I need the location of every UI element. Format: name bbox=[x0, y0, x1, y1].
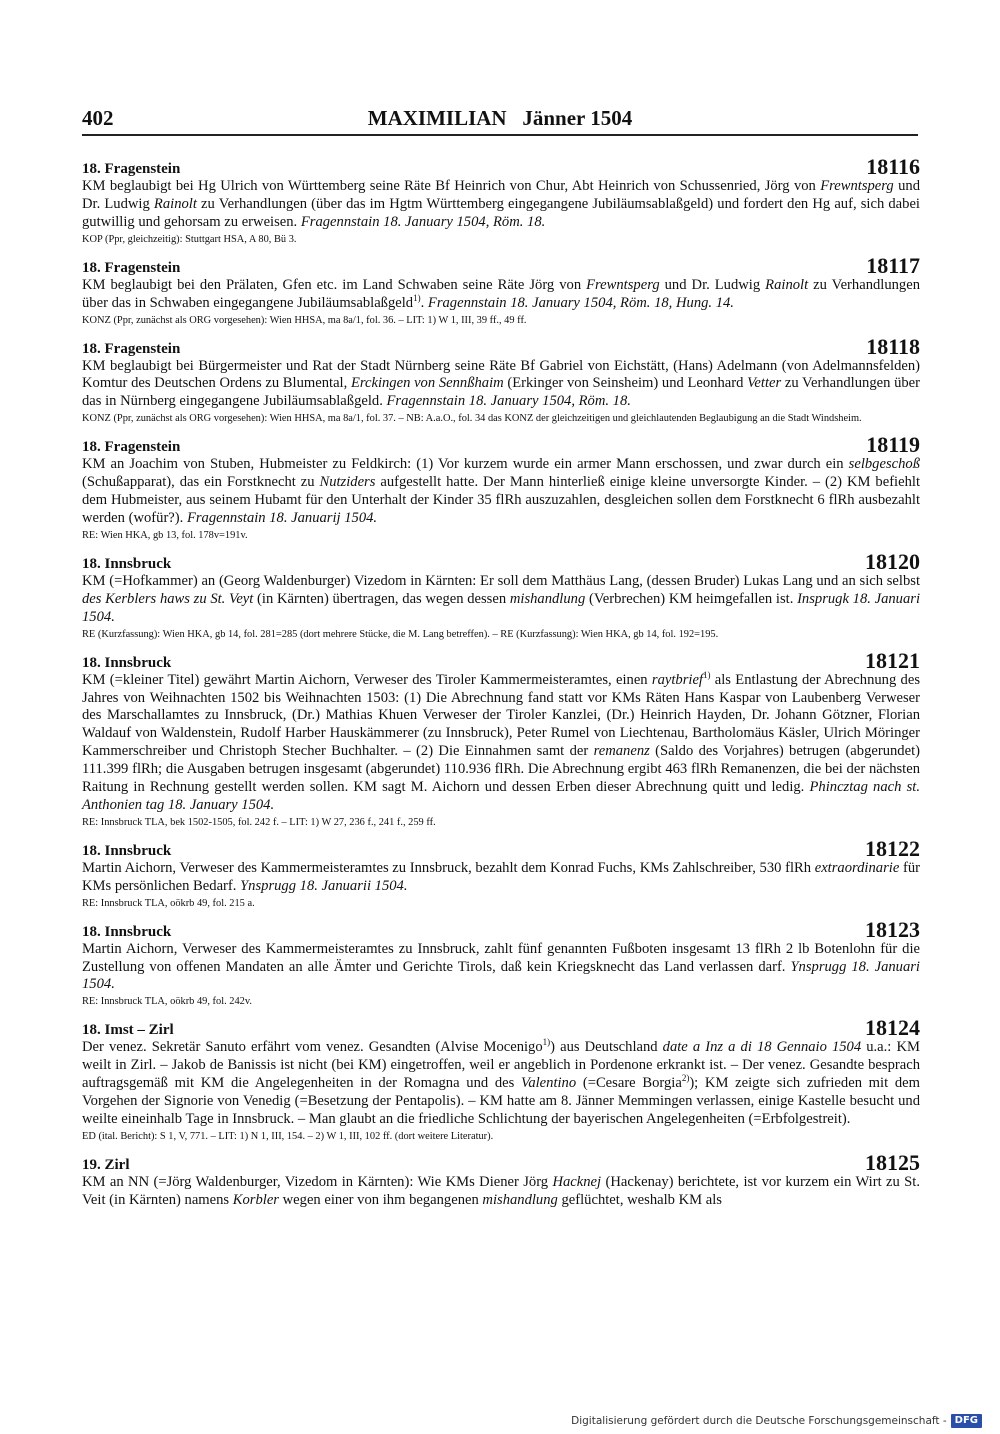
regest-entry bbox=[82, 548, 920, 641]
entry-number: 18120 bbox=[865, 548, 920, 574]
regest-entry bbox=[82, 835, 920, 910]
entry-heading bbox=[82, 156, 920, 178]
entry-heading bbox=[82, 647, 920, 673]
entry-heading bbox=[82, 1017, 920, 1039]
entry-source-note: KONZ (Ppr, zunächst als ORG vorgesehen): Wien HHSA, ma 8a/1, fol. 36. – LIT: 1) W 1, III, 39 ff., 49 ff. bbox=[82, 314, 527, 326]
entry-body: Martin Aichorn, Verweser des Kammermeisteramtes zu Innsbruck, bezahlt dem Konrad Fuchs, KMs Zahlschreiber, 530 flRh extraordinarie für KMs persönlichen Bedarf. Ynsprugg 18. Januarii 1504. bbox=[82, 859, 920, 894]
entry-source-note: RE: Wien HKA, gb 13, fol. 178v=191v. bbox=[82, 529, 248, 541]
dfg-logo-icon[interactable]: DFG bbox=[951, 1414, 982, 1428]
entry-source-note: KOP (Ppr, gleichzeitig): Stuttgart HSA, A 80, Bü 3. bbox=[82, 233, 297, 245]
entry-number: 18125 bbox=[865, 1149, 920, 1175]
regest-entry bbox=[82, 252, 921, 327]
page-header bbox=[82, 106, 918, 136]
entry-body: KM beglaubigt bei den Prälaten, Gfen etc. im Land Schwaben seine Räte Jörg von Frewntsperg und Dr. Ludwig Rainolt zu Verhandlungen über das in Schwaben eingegangene Jubiläumsablaßgeld$^{1)}$. Fragennstain 18. January 1504, Röm. 18, Hung. 14. bbox=[82, 276, 921, 311]
entry-body: Der venez. Sekretär Sanuto erfährt vom venez. Gesandten (Alvise Mocenigo$^{1)}$) aus Deutschland date a Inz a di 18 Gennaio 1504 u.a.: KM weilt in Zirl. – Jakob de Banissis ist nicht (bei KM) eingetroffen, weil er angeblich in Pordenone erkrankt ist. – Der venez. Gesandte besprach auftragsgemäß mit KM die Angelegenheiten in der Romagna und des Valentino (=Cesare Borgia$^{2)}$); KM zeigte sich zufrieden mit dem Vorgehen der Signorie von Venedig (=Besetzung der Pentapolis). – KM hatte am 8. Jänner Memmingen verlassen, einige Kastelle besucht und weilte eineinhalb Tage in Innsbruck. – Man glaubt an die friedliche Schlichtung der bayerischen Angelegenheiten (=Erbfolgestreit). bbox=[82, 1037, 920, 1127]
entry-date-place: 18. Fragenstein bbox=[82, 161, 181, 177]
entry-date-place: 18. Innsbruck bbox=[82, 923, 172, 940]
regest-list bbox=[82, 156, 920, 1219]
entry-number: 18117 bbox=[866, 252, 920, 278]
regest-entry bbox=[82, 916, 920, 1009]
running-title: MAXIMILIAN Jänner 1504 bbox=[367, 106, 633, 130]
regest-entry bbox=[82, 1017, 920, 1143]
regest-entry bbox=[82, 156, 920, 246]
entry-body: Martin Aichorn, Verweser des Kammermeisteramtes zu Innsbruck, zahlt fünf genannten Fußboten insgesamt 13 flRh 2 lb Botenlohn für die Zustellung von offenen Mandaten an alle Ämter und Gerichte Tirols, daß kein Kriegsknecht das Land verlassen darf. Ynsprugg 18. Januari 1504. bbox=[82, 940, 920, 993]
entry-heading bbox=[82, 333, 920, 359]
entry-date-place: 18. Fragenstein bbox=[82, 259, 181, 276]
regest-entry bbox=[82, 333, 921, 426]
regest-entry bbox=[82, 647, 921, 829]
entry-date-place: 18. Innsbruck bbox=[82, 842, 172, 859]
entry-date-place: 18. Innsbruck bbox=[82, 654, 172, 671]
footer-text: Digitalisierung gefördert durch die Deutsche Forschungsgemeinschaft - bbox=[571, 1415, 947, 1427]
entry-date-place: 18. Fragenstein bbox=[82, 439, 181, 456]
footer bbox=[571, 1414, 982, 1428]
entry-date-place: 18. Innsbruck bbox=[82, 555, 172, 572]
entry-body: KM an NN (=Jörg Waldenburger, Vizedom in Kärnten): Wie KMs Diener Jörg Hacknej (Hackenay) berichtete, ist vor kurzem ein Wirt zu St. Veit (in Kärnten) namens Korbler wegen einer von ihm begangenen mishandlung geflüchtet, weshalb KM als bbox=[82, 1173, 920, 1208]
entry-source-note: RE: Innsbruck TLA, bek 1502-1505, fol. 242 f. – LIT: 1) W 27, 236 f., 241 f., 259 ff. bbox=[82, 816, 436, 828]
page-number: 402 bbox=[82, 106, 114, 130]
entry-number: 18121 bbox=[865, 647, 920, 673]
entry-source-note: ED (ital. Bericht): S 1, V, 771. – LIT: 1) N 1, III, 154. – 2) W 1, III, 102 ff. (dort weitere Literatur). bbox=[82, 1130, 494, 1142]
entry-heading bbox=[82, 252, 920, 278]
entry-source-note: RE (Kurzfassung): Wien HKA, gb 14, fol. 281=285 (dort mehrere Stücke, die M. Lang betreffen). – RE (Kurzfassung): Wien HKA, gb 14, fol. 192=195. bbox=[82, 628, 719, 640]
entry-date-place: 18. Fragenstein bbox=[82, 340, 181, 357]
regest-entry bbox=[82, 1149, 920, 1210]
entry-number: 18116 bbox=[866, 154, 920, 179]
entry-source-note: RE: Innsbruck TLA, oökrb 49, fol. 242v. bbox=[82, 996, 252, 1008]
entry-heading bbox=[82, 835, 920, 861]
entry-body: KM an Joachim von Stuben, Hubmeister zu Feldkirch: (1) Vor kurzem wurde ein armer Mann erschossen, und zwar durch ein selbgeschoß (Schußapparat), das ein Forstknecht zu Nutziders aufgestellt hatte. Der Mann hinterließ einige kleine unversorgte Kinder. – (2) KM befiehlt dem Hubmeister, aus seinem Hubamt für den Unterhalt der Kinder 35 flRh auszuzahlen, desgleichen sollen dem Forstknecht 6 flRh ausbezahlt werden (wofür?). Fragennstain 18. Januarij 1504. bbox=[82, 456, 920, 526]
entry-body: KM (=Hofkammer) an (Georg Waldenburger) Vizedom in Kärnten: Er soll dem Matthäus Lang, (dessen Bruder) Lukas Lang und an sich selbst des Kerblers haws zu St. Veyt (in Kärnten) übertragen, das wegen dessen mishandlung (Verbrechen) KM heimgefallen ist. Insprugk 18. Januari 1504. bbox=[82, 572, 920, 625]
entry-number: 18118 bbox=[866, 333, 920, 359]
entry-date-place: 19. Zirl bbox=[82, 1156, 130, 1173]
entry-date-place: 18. Imst – Zirl bbox=[82, 1022, 174, 1039]
entry-heading bbox=[82, 434, 920, 456]
entry-heading bbox=[82, 1149, 920, 1175]
regest-entry bbox=[82, 434, 920, 542]
entry-source-note: RE: Innsbruck TLA, oökrb 49, fol. 215 a. bbox=[82, 897, 255, 909]
entry-heading bbox=[82, 548, 920, 574]
entry-number: 18123 bbox=[865, 916, 920, 942]
entry-heading bbox=[82, 916, 920, 942]
entry-number: 18124 bbox=[865, 1015, 920, 1041]
entry-body: KM beglaubigt bei Hg Ulrich von Württemberg seine Räte Bf Heinrich von Chur, Abt Heinrich von Schussenried, Jörg von Frewntsperg und Dr. Ludwig Rainolt zu Verhandlungen (über das im Hgtm Württemberg eingegangene Jubiläumsablaßgeld) und fordert den Hg auf, sich dabei gutwillig und gehorsam zu erweisen. Fragennstain 18. January 1504, Röm. 18. bbox=[82, 178, 920, 230]
entry-body: KM (=kleiner Titel) gewährt Martin Aichorn, Verweser des Tiroler Kammermeisteramtes, einen raytbrief$^{1)}$ als Entlastung der Abrechnung des Jahres von Weihnachten 1502 bis Weihnachten 1503: (1) Die Abrechnung fand statt vor KMs Räten Hans Kaspar von Laubenberg Verweser des Marschallamtes zu Innsbruck, (Dr.) Mathias Khuen Verweser der Tiroler Kanzlei, (Dr.) Heinrich Hayden, Dr. Johann Götzner, Florian Waldauf von Waldenstein, Rudolf Harber Hauskämmerer (zu Innsbruck), Peter Rumel von Liechtenau, Bartholomäus Käsler, Ulrich Möringer Kammerschreiber und Christoph Stecher Buchhalter. – (2) Die Einnahmen samt der remanenz (Saldo des Vorjahres) betrugen (abgerundet) 111.399 flRh; die Ausgaben betrugen insgesamt (abgerundet) 110.936 flRh. Die Abrechnung ergibt 463 flRh Remanenzen, die bei der nächsten Raitung in Rechnung gestellt werden sollen. KM sagt M. Aichorn und dessen Erben dieser Abrechnung quitt und ledig. Phincztag nach st. Anthonien tag 18. January 1504. bbox=[82, 669, 921, 813]
entry-number: 18119 bbox=[866, 432, 920, 458]
entry-source-note: KONZ (Ppr, zunächst als ORG vorgesehen): Wien HHSA, ma 8a/1, fol. 37. – NB: A.a.O., fol. 34 das KONZ der gleichzeitigen und gleichlautenden Beglaubigung an die Stadt Windsheim. bbox=[82, 413, 862, 425]
entry-body: KM beglaubigt bei Bürgermeister und Rat der Stadt Nürnberg seine Räte Bf Gabriel von Eichstätt, (Hans) Adelmann (von Adelmannsfelden) Komtur des Deutschen Ordens zu Blumental, Erckingen von Sennßhaim (Erkinger von Seinsheim) und Leonhard Vetter zu Verhandlungen über das in Nürnberg eingegangene Jubiläumsablaßgeld. Fragennstain 18. January 1504, Röm. 18. bbox=[82, 357, 921, 410]
entry-number: 18122 bbox=[865, 835, 920, 861]
